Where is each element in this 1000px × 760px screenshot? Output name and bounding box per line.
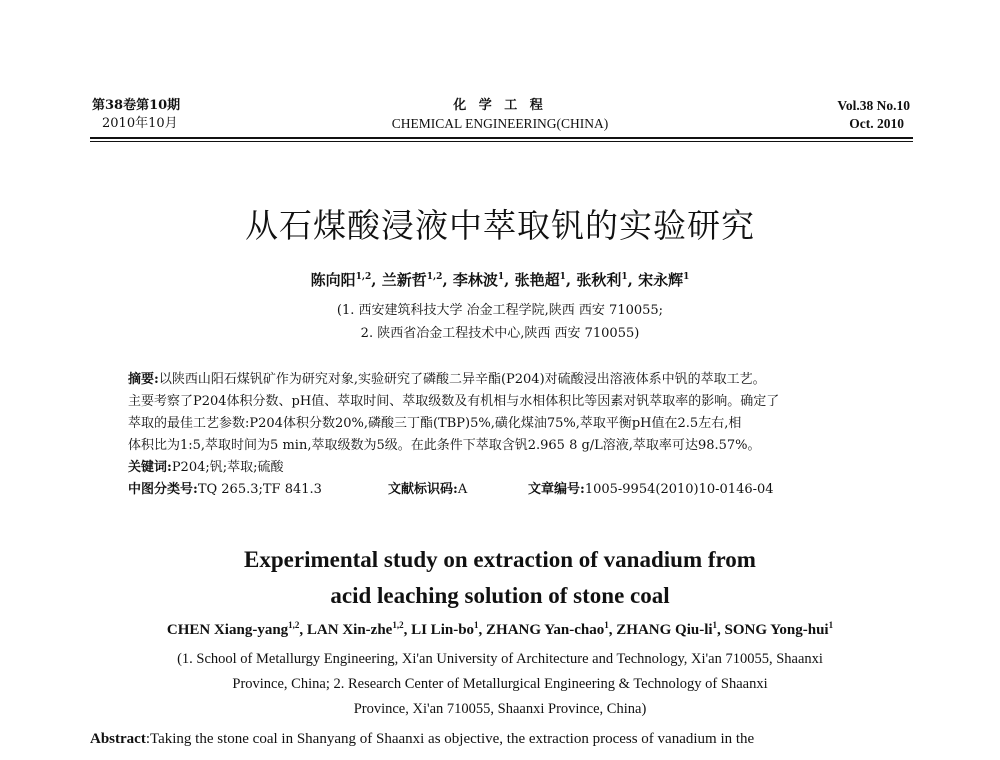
author-en-5: ZHANG Qiu-$li^1$	[616, 620, 718, 638]
abstract-cn	[128, 369, 888, 501]
abstract-en-label: Abstract	[90, 731, 146, 747]
author-en-6: SONG Yong-hui$^1$	[724, 620, 834, 638]
affiliation-en-2: Province, China; 2. Research Center of Metallurgical Engineering & Technology of Shaanxi	[232, 676, 768, 692]
journal-volume-cn: 第38卷第10期	[92, 98, 181, 113]
title-en-line1: Experimental study on extraction of vanadium from	[244, 547, 756, 572]
title-cn: 从石煤酸浸液中萃取钒的实验研究	[245, 206, 755, 245]
journal-name-cn: 化 学 工 程	[453, 98, 547, 113]
abstract-en-text: :Taking the stone coal in Shanyang of Shaanxi as objective, the extraction process of vanadium in the	[145, 731, 755, 747]
author-cn-2: 兰新哲$^{1,2}$	[381, 271, 443, 289]
author-en-3: LI Lin-$bo^1$	[411, 620, 479, 638]
affiliation-cn-2: 2. 陕西省冶金工程技术中心,陕西 西安 710055)	[360, 326, 640, 341]
class-number: 中图分类号:TQ 265.3;TF 841.3	[128, 482, 322, 497]
author-cn-6: 宋永辉$^1$	[638, 271, 690, 289]
author-cn-5: 张秋利$^1$	[576, 271, 628, 289]
journal-date-cn: 2010年10月	[102, 116, 178, 131]
affiliation-en-1: (1. School of Metallurgy Engineering, Xi'an University of Architecture and Technology, Xi'an 710055, Shaanxi	[177, 651, 823, 667]
affiliation-cn-1: (1. 西安建筑科技大学 冶金工程学院,陕西 西安 710055;	[336, 303, 664, 318]
abstract-cn-line1: 摘要:以陕西山阳石煤钒矿作为研究对象,实验研究了磷酸二异辛酯(P204)对硫酸浸出溶液体系中钒的萃取工艺。	[128, 372, 766, 387]
article-number: 文章编号:1005-9954(2010)10-0146-04	[528, 482, 774, 497]
journal-date-en: Oct. 2010	[849, 116, 904, 131]
affiliation-en-3: Province, Xi'an 710055, Shaanxi Province, China)	[353, 701, 647, 717]
author-cn-4: 张艳超$^1$	[514, 271, 566, 289]
authors-cn: 陈向阳$^{1,2}$, 兰新哲$^{1,2}$, 李林波$^1$, 张艳超$^1$, 张秋利$^1$, 宋永辉$^1$	[310, 271, 690, 289]
abstract-en	[90, 728, 910, 750]
authors-en: CHEN Xiang-yang$^{1,2}$, LAN Xin-zhe$^{1,2}$, LI Lin-$bo^1$, ZHANG Yan-chao$^1$, ZHANG Qiu-$li^1$, SONG Yong-hui$^1$	[166, 620, 834, 638]
journal-volume-en: Vol.38 No.10	[837, 98, 910, 113]
document-code: 文献标识码:A	[388, 482, 468, 497]
classification-line	[128, 479, 888, 501]
header-rule-top	[90, 137, 913, 139]
author-en-2: LAN Xin-zhe$^{1,2}$	[306, 620, 404, 638]
header-rule-bottom	[90, 141, 913, 142]
author-cn-1: 陈向阳$^{1,2}$	[310, 271, 372, 289]
abstract-cn-line3: 萃取的最佳工艺参数:P204体积分数20%,磷酸三丁酯(TBP)5%,磺化煤油75%,萃取平衡pH值在2.5左右,相	[128, 416, 742, 431]
abstract-cn-line2: 主要考察了P204体积分数、pH值、萃取时间、萃取级数及有机相与水相体积比等因素对钒萃取率的影响。确定了	[128, 394, 780, 409]
journal-name-en: CHEMICAL ENGINEERING(CHINA)	[391, 116, 609, 131]
abstract-cn-line4: 体积比为1:5,萃取时间为5 min,萃取级数为5级。在此条件下萃取含钒2.965 8 g/L溶液,萃取率可达98.57%。	[128, 438, 761, 453]
author-en-1: CHEN Xiang-yang$^{1,2}$	[166, 620, 300, 638]
keywords-cn: 关键词:P204;钒;萃取;硫酸	[128, 460, 284, 475]
title-en-line2: acid leaching solution of stone coal	[330, 583, 670, 608]
author-en-4: ZHANG Yan-chao$^1$	[486, 620, 609, 638]
author-cn-3: 李林波$^1$	[452, 271, 505, 289]
